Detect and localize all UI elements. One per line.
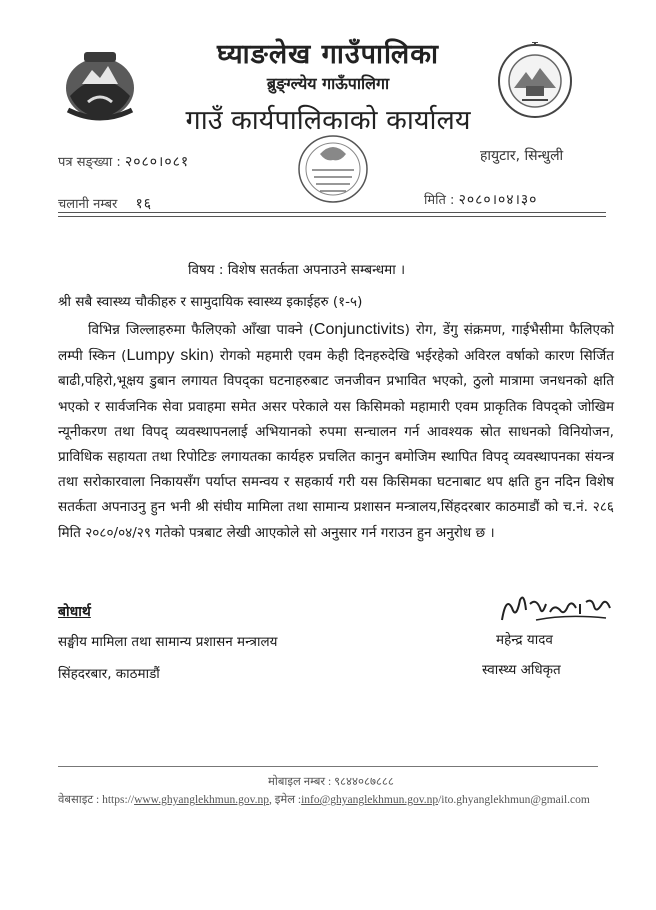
letter-number — [58, 152, 189, 171]
body-term-lumpy-skin: Lumpy skin — [126, 347, 209, 365]
body-term-conjunctivitis: Conjunctivits — [313, 321, 405, 338]
body-text-part3: ) रोगको महमारी एवम केही दिनहरुदेखि भईरहेको अविरल वर्षाको कारण सिर्जित बाढी,पहिरो,भूक्षय डुबान लगायत विपद्का घटनाहरुबाट जनजीवन प्रभावित भएको, ठुलो मात्रामा जनधनको क्षति भएको र सार्वजनिक सेवा प्रवाहमा समेत असर परेकाले यस किसिमको महामारी एवम प्राकृतिक विपद्को जोखिम न्यूनीकरण तथा विपद् व्यवस्थापनलाई अभियानको रुपमा सन्चालन गर्न आवश्यक स्रोत साधनको विनियोजन, प्राविधिक सहायता तथा रिपोटिङ लगायतका कार्यहरु प्रचलित कानुन बमोजिम स्थापित विपद् व्यवस्थापनका संयन्त्र तथा सरोकारवाला निकायसँग पर्याप्त समन्वय र सहकार्य गरी यस किसिमका घटनाबाट थप क्षति हुन नदिन विशेष सतर्कता अपनाउनु हुन भनी श्री संघीय मामिला तथा सामान्य प्रशासन मन्त्रालय,सिंहदरबार काठमाडौं को च.नं. २८६ मिति २०८०/०४/२९ गतेको पत्रबाट लेखी आएकोले सो अनुसार गर्न गराउन हुन अनुरोध छ । — [58, 348, 614, 541]
header-divider — [58, 212, 606, 213]
cc-recipient-ministry: सङ्घीय मामिला तथा सामान्य प्रशासन मन्त्रालय — [58, 634, 278, 650]
letter-date-value: २०८०।०४।३० — [458, 192, 538, 208]
office-location: हायुटार, सिन्धुली — [480, 148, 564, 164]
letter-addressee: श्री सबै स्वास्थ्य चौकीहरु र सामुदायिक स्वास्थ्य इकाईहरु (१-५) — [58, 294, 363, 310]
footer-mobile — [268, 774, 394, 789]
website-label: वेबसाइट : https:// — [58, 794, 135, 806]
letter-number-value: २०८०।०८१ — [124, 154, 190, 170]
footer-divider — [58, 766, 598, 767]
website-link[interactable]: www.ghyanglekhmun.gov.np — [134, 794, 269, 806]
letter-subject: विषय : विशेष सतर्कता अपनाउने सम्बन्धमा । — [188, 262, 406, 278]
org-name: घ्याङलेख गाउँपालिका — [217, 39, 439, 70]
mobile-label: मोबाइल नम्बर : — [268, 776, 332, 788]
letter-date-label: मिति : — [424, 193, 455, 208]
coat-of-arms-emblem — [62, 44, 138, 124]
letter-date — [424, 190, 537, 209]
email-label: , इमेल : — [268, 794, 302, 806]
header-divider-secondary — [58, 216, 606, 217]
email-separator: / — [438, 794, 442, 806]
cc-recipient-address: सिंहदरबार, काठमाडौं — [58, 666, 160, 682]
email-link-secondary[interactable]: ito.ghyanglekhmun@gmail.com — [441, 794, 590, 806]
signatory-title: स्वास्थ्य अधिकृत — [482, 662, 561, 678]
body-text-part2: ) रोग, डेंगु संक्रमण, गाईभैसीमा फैलिएको लम्पी स्किन ( — [58, 322, 614, 365]
body-text-part1: विभिन्न जिल्लाहरुमा फैलिएको आँखा पाक्ने ( — [88, 322, 314, 338]
office-seal-stamp — [296, 132, 370, 206]
dispatch-number-label: चलानी नम्बर — [58, 197, 118, 212]
footer-contact — [58, 792, 590, 807]
letter-number-label: पत्र सङ्ख्या : — [58, 155, 121, 170]
email-link-primary[interactable]: info@ghyanglekhmun.gov.np — [301, 794, 439, 806]
office-name: गाउँ कार्यपालिकाको कार्यालय — [185, 105, 471, 136]
dispatch-number — [58, 194, 152, 213]
letter-body — [58, 317, 614, 546]
mobile-number: ९८४४०८७८८८ — [334, 776, 394, 788]
handwritten-signature — [496, 590, 616, 630]
dispatch-number-value: १६ — [135, 196, 153, 212]
municipality-logo-emblem — [496, 42, 574, 120]
signatory-name: महेन्द्र यादव — [496, 632, 553, 648]
cc-heading: बोधार्थ — [58, 604, 91, 620]
org-name-local-script: ब्रुङ्ग्ल्येय गाऊँपालिगा — [266, 74, 390, 93]
